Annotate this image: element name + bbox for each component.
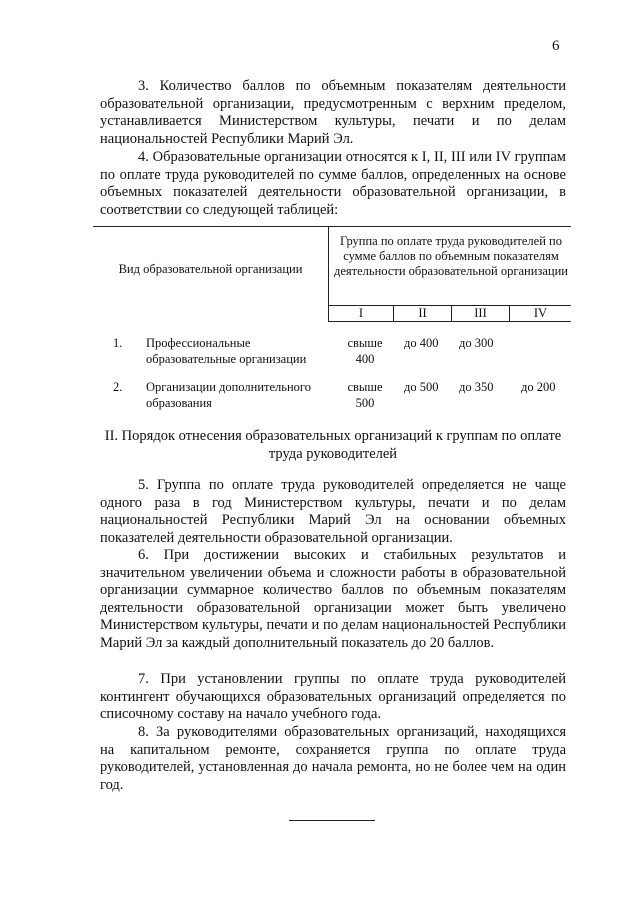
- end-rule: [289, 820, 375, 821]
- table-header-group: Группа по оплате труда руководителей по сумме баллов по объемным показателям деятельности образовательной организации: [334, 234, 568, 278]
- section-heading: II. Порядок отнесения образовательных организаций к группам по оплате труда руководителей: [104, 428, 562, 462]
- row-value: до 300: [459, 336, 494, 350]
- row-value: до 200: [521, 380, 556, 394]
- paragraph-7: 7. При установлении группы по оплате труда руководителей контингент обучающихся образовательных организаций определяется по списочному составу на начало учебного года.: [100, 671, 566, 723]
- paragraph-8: 8. За руководителями образовательных организаций, находящихся на капитальном ремонте, сохраняется группа по оплате труда руководителей, установленная до начала ремонта, но не более чем на один год.: [100, 724, 566, 793]
- row-value: до 350: [459, 380, 494, 394]
- paragraph-3: 3. Количество баллов по объемным показателям деятельности образовательной организации, предусмотренным с верхним пределом, устанавливается Министерством культуры, печати и по делам национальностей Республики Марий Эл.: [100, 78, 566, 147]
- row-value: до 400: [404, 336, 439, 350]
- page-number: 6: [552, 38, 560, 54]
- row-number: 2.: [113, 380, 123, 394]
- table-bottom-border: [328, 321, 571, 322]
- row-name: Профессиональные образовательные организации: [146, 336, 307, 366]
- paragraph-5: 5. Группа по оплате труда руководителей определяется не чаще одного раза в год Министерством культуры, печати и по делам национальностей Республики Марий Эл на основании объемных показателей деятельности образовательной организации.: [100, 477, 566, 546]
- table-group-label: I: [358, 306, 364, 320]
- table-top-border: [93, 226, 571, 227]
- table-group-label: IV: [533, 306, 548, 320]
- row-value: свыше 400: [347, 336, 383, 366]
- row-value: свыше 500: [347, 380, 383, 410]
- paragraph-4: 4. Образовательные организации относятся к I, II, III или IV группам по оплате труда руководителей по сумме баллов, определенных на основе объемных показателей деятельности образовательной организации, в соответствии со следующей таблицей:: [100, 149, 566, 218]
- row-name: Организации дополнительного образования: [146, 380, 311, 410]
- row-value: до 500: [404, 380, 439, 394]
- paragraph-6: 6. При достижении высоких и стабильных результатов и значительном увеличении объема и сложности работы в образовательной организации суммарное количество баллов по объемным показателям деятельности образовательной организации может быть увеличено Министерством культуры, печати и по делам национальностей Республики Марий Эл за каждый дополнительный показатель до 20 баллов.: [100, 547, 566, 651]
- table-group-label: III: [474, 306, 487, 320]
- table-header-type: Вид образовательной организации: [118, 262, 303, 276]
- table-group-label: II: [418, 306, 427, 320]
- row-number: 1.: [113, 336, 123, 350]
